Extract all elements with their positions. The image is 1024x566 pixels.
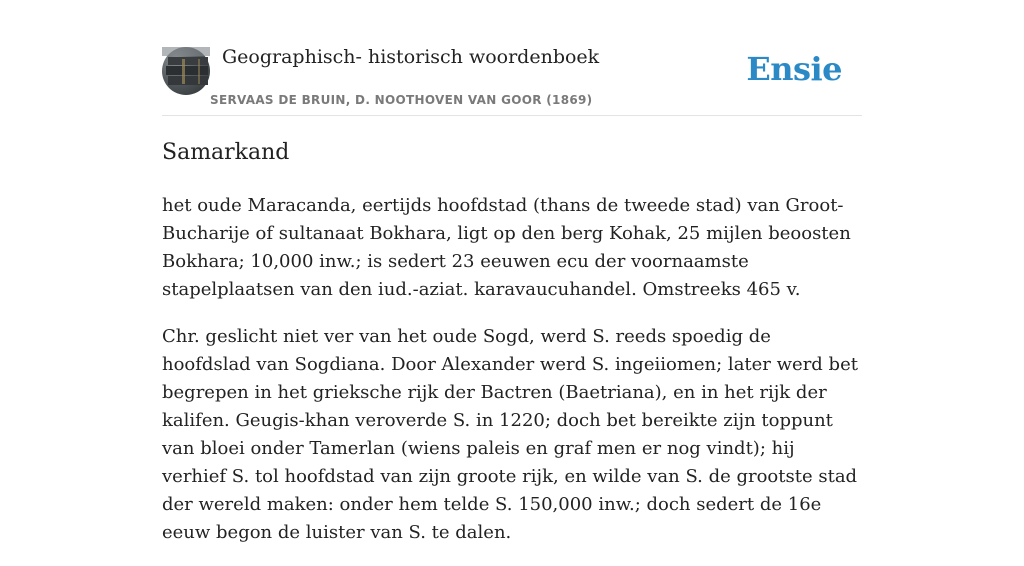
brand-logo[interactable]: Ensie [746, 50, 842, 88]
entry-title: Samarkand [162, 140, 290, 165]
book-cover-thumbnail-icon[interactable] [162, 47, 210, 95]
book-authors: SERVAAS DE BRUIN, D. NOOTHOVEN VAN GOOR (1869) [210, 93, 593, 107]
entry-paragraph: Chr. geslicht niet ver van het oude Sogd, werd S. reeds spoedig de hoofdslad van Sogdiana. Door Alexander werd S. ingeiiomen; later werd bet begrepen in het grieksche rijk der Bactren (Baetriana), en in het rijk der kalifen. Geugis-khan veroverde S. in 1220; doch bet bereikte zijn toppunt van bloei onder Tamerlan (wiens paleis en graf men er nog vindt); hij verhief S. tol hoofdstad van zijn groote rijk, en wilde van S. de grootste stad der wereld maken: onder hem telde S. 150,000 inw.; doch sedert de 16e eeuw begon de luister van S. te dalen. [162, 326, 858, 543]
entry-body [162, 192, 862, 566]
book-title[interactable]: Geographisch- historisch woordenboek [222, 46, 600, 68]
book-header [162, 46, 862, 116]
entry-paragraph: het oude Maracanda, eertijds hoofdstad (thans de tweede stad) van Groot-Bucharije of sultanaat Bokhara, ligt op den berg Kohak, 25 mijlen beoosten Bokhara; 10,000 inw.; is sedert 23 eeuwen ecu der voornaamste stapelplaatsen van den iud.-aziat. karavaucuhandel. Omstreeks 465 v. [162, 195, 851, 300]
